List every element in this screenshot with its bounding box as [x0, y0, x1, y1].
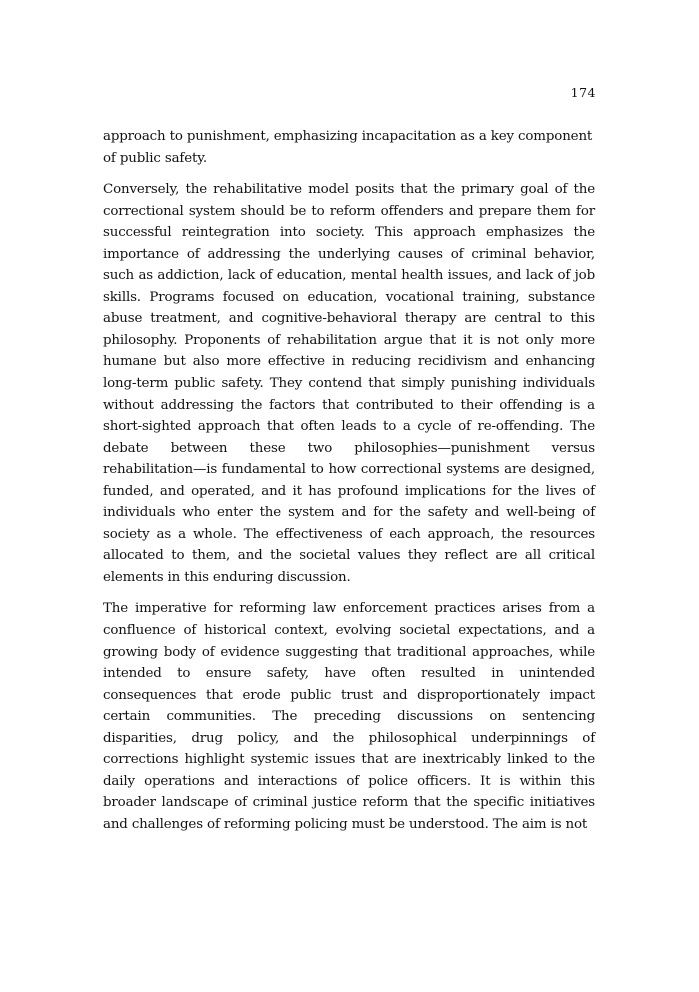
paragraph-rehabilitative-model: Conversely, the rehabilitative model posits that the primary goal of the correctional system should be to reform offenders and prepare them for successful reintegration into society. This approach emphasizes the importance of addressing the underlying causes of criminal behavior, such as addiction, lack of education, mental health issues, and lack of job skills. Programs focused on education, vocational training, substance abuse treatment, and cognitive-behavioral therapy are central to this philosophy. Proponents of rehabilitation argue that it is not only more humane but also more effective in reducing recidivism and enhancing long-term public safety. They contend that simply punishing individuals without addressing the factors that contributed to their offending is a short-sighted approach that often leads to a cycle of re-offending. The debate between these two philosophies—punishment versus rehabilitation—is fundamental to how correctional systems are designed, funded, and operated, and it has profound implications for the lives of individuals who enter the system and for the safety and well-being of society as a whole. The effectiveness of each approach, the resources allocated to them, and the societal values they reflect are all critical elements in this enduring discussion.	[103, 182, 595, 585]
body-text	[103, 126, 595, 846]
page-number: 174	[570, 85, 596, 100]
paragraph-continuation: approach to punishment, emphasizing incapacitation as a key component of public safety.	[103, 129, 593, 166]
paragraph-law-enforcement-reform: The imperative for reforming law enforcement practices arises from a confluence of historical context, evolving societal expectations, and a growing body of evidence suggesting that traditional approaches, while intended to ensure safety, have often resulted in unintended consequences that erode public trust and disproportionately impact certain communities. The preceding discussions on sentencing disparities, drug policy, and the philosophical underpinnings of corrections highlight systemic issues that are inextricably linked to the daily operations and interactions of police officers. It is within this broader landscape of criminal justice reform that the specific initiatives and challenges of reforming policing must be understood. The aim is not	[103, 601, 595, 832]
